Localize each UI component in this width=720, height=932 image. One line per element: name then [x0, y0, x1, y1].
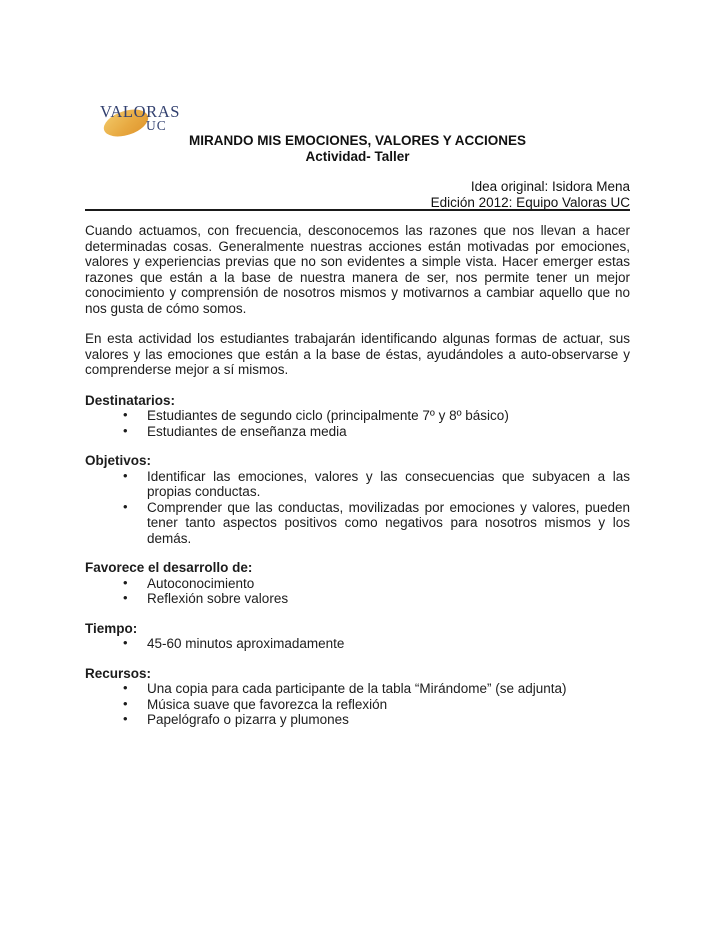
section-destinatarios [85, 393, 630, 440]
credits-block [85, 179, 630, 210]
bullet-icon: • [123, 695, 128, 711]
list-item [85, 408, 630, 424]
credit-idea-original: Idea original: Isidora Mena [470, 179, 630, 194]
bullet-icon: • [123, 498, 128, 514]
bullet-icon: • [123, 635, 128, 650]
list-item-text: Autoconocimiento [147, 575, 255, 591]
list-item-text: Estudiantes de segundo ciclo (principalmente 7º y 8º básico) [147, 408, 509, 423]
list-item-text: Identificar las emociones, valores y las consecuencias que subyacen a las propias conductas. [147, 468, 630, 499]
recursos-list [85, 681, 630, 728]
bullet-icon: • [123, 574, 128, 590]
list-item [85, 697, 630, 713]
bullet-icon: • [123, 680, 128, 695]
bullet-icon: • [123, 467, 128, 483]
section-heading-favorece: Favorece el desarrollo de: [85, 560, 253, 575]
intro-paragraph-2: En esta actividad los estudiantes trabajarán identificando algunas formas de actuar, sus valores y las emociones que están a la base de éstas, ayudándoles a auto-observarse y comprenderse mejor a sí mismos. [85, 331, 630, 377]
section-heading-objetivos: Objetivos: [85, 453, 152, 468]
document-body [85, 223, 630, 728]
section-favorece [85, 560, 630, 607]
header-divider [85, 209, 630, 211]
section-objetivos [85, 453, 630, 546]
list-item [85, 712, 630, 728]
bullet-icon: • [123, 590, 128, 605]
document-title: MIRANDO MIS EMOCIONES, VALORES Y ACCIONES [188, 133, 527, 148]
list-item-text: Estudiantes de enseñanza media [147, 423, 347, 439]
list-item [85, 424, 630, 440]
bullet-icon: • [123, 711, 128, 726]
bullet-icon: • [123, 407, 128, 422]
tiempo-list [85, 636, 630, 652]
list-item [85, 681, 630, 697]
list-item-text: Comprender que las conductas, movilizadas por emociones y valores, pueden tener tanto aspectos positivos como negativos para nosotros mismos y los demás. [147, 499, 630, 546]
intro-paragraph-1: Cuando actuamos, con frecuencia, desconocemos las razones que nos llevan a hacer determinadas cosas. Generalmente nuestras acciones están motivadas por emociones, valores y experiencias previas que no son evidentes a simple vista. Hacer emerger estas razones que están a la base de nuestra manera de ser, nos permite tener un mejor conocimiento y comprensión de nosotros mismos y motivarnos a cambiar aquello que no nos gusta de cómo somos. [85, 223, 630, 316]
objetivos-list [85, 469, 630, 547]
document-subtitle: Actividad- Taller [305, 149, 410, 164]
list-item [85, 576, 630, 592]
list-item-text: Música suave que favorezca la reflexión [147, 696, 388, 712]
title-block [85, 133, 630, 165]
list-item-text: 45-60 minutos aproximadamente [147, 636, 345, 651]
list-item [85, 469, 630, 500]
list-item-text: Una copia para cada participante de la tabla “Mirándome” (se adjunta) [147, 681, 567, 696]
section-heading-recursos: Recursos: [85, 665, 152, 681]
favorece-list [85, 576, 630, 607]
logo-brand-text: VALORAS [100, 102, 180, 121]
list-item-text: Reflexión sobre valores [147, 591, 289, 606]
section-tiempo [85, 621, 630, 652]
list-item [85, 636, 630, 652]
list-item [85, 500, 630, 547]
section-heading-destinatarios: Destinatarios: [85, 392, 176, 408]
list-item-text: Papelógrafo o pizarra y plumones [147, 712, 349, 727]
list-item [85, 591, 630, 607]
bullet-icon: • [123, 422, 128, 438]
credit-edicion: Edición 2012: Equipo Valoras UC [430, 194, 630, 210]
destinatarios-list [85, 408, 630, 439]
section-recursos [85, 666, 630, 728]
section-heading-tiempo: Tiempo: [85, 620, 138, 636]
logo-uc-text: UC [146, 118, 167, 133]
